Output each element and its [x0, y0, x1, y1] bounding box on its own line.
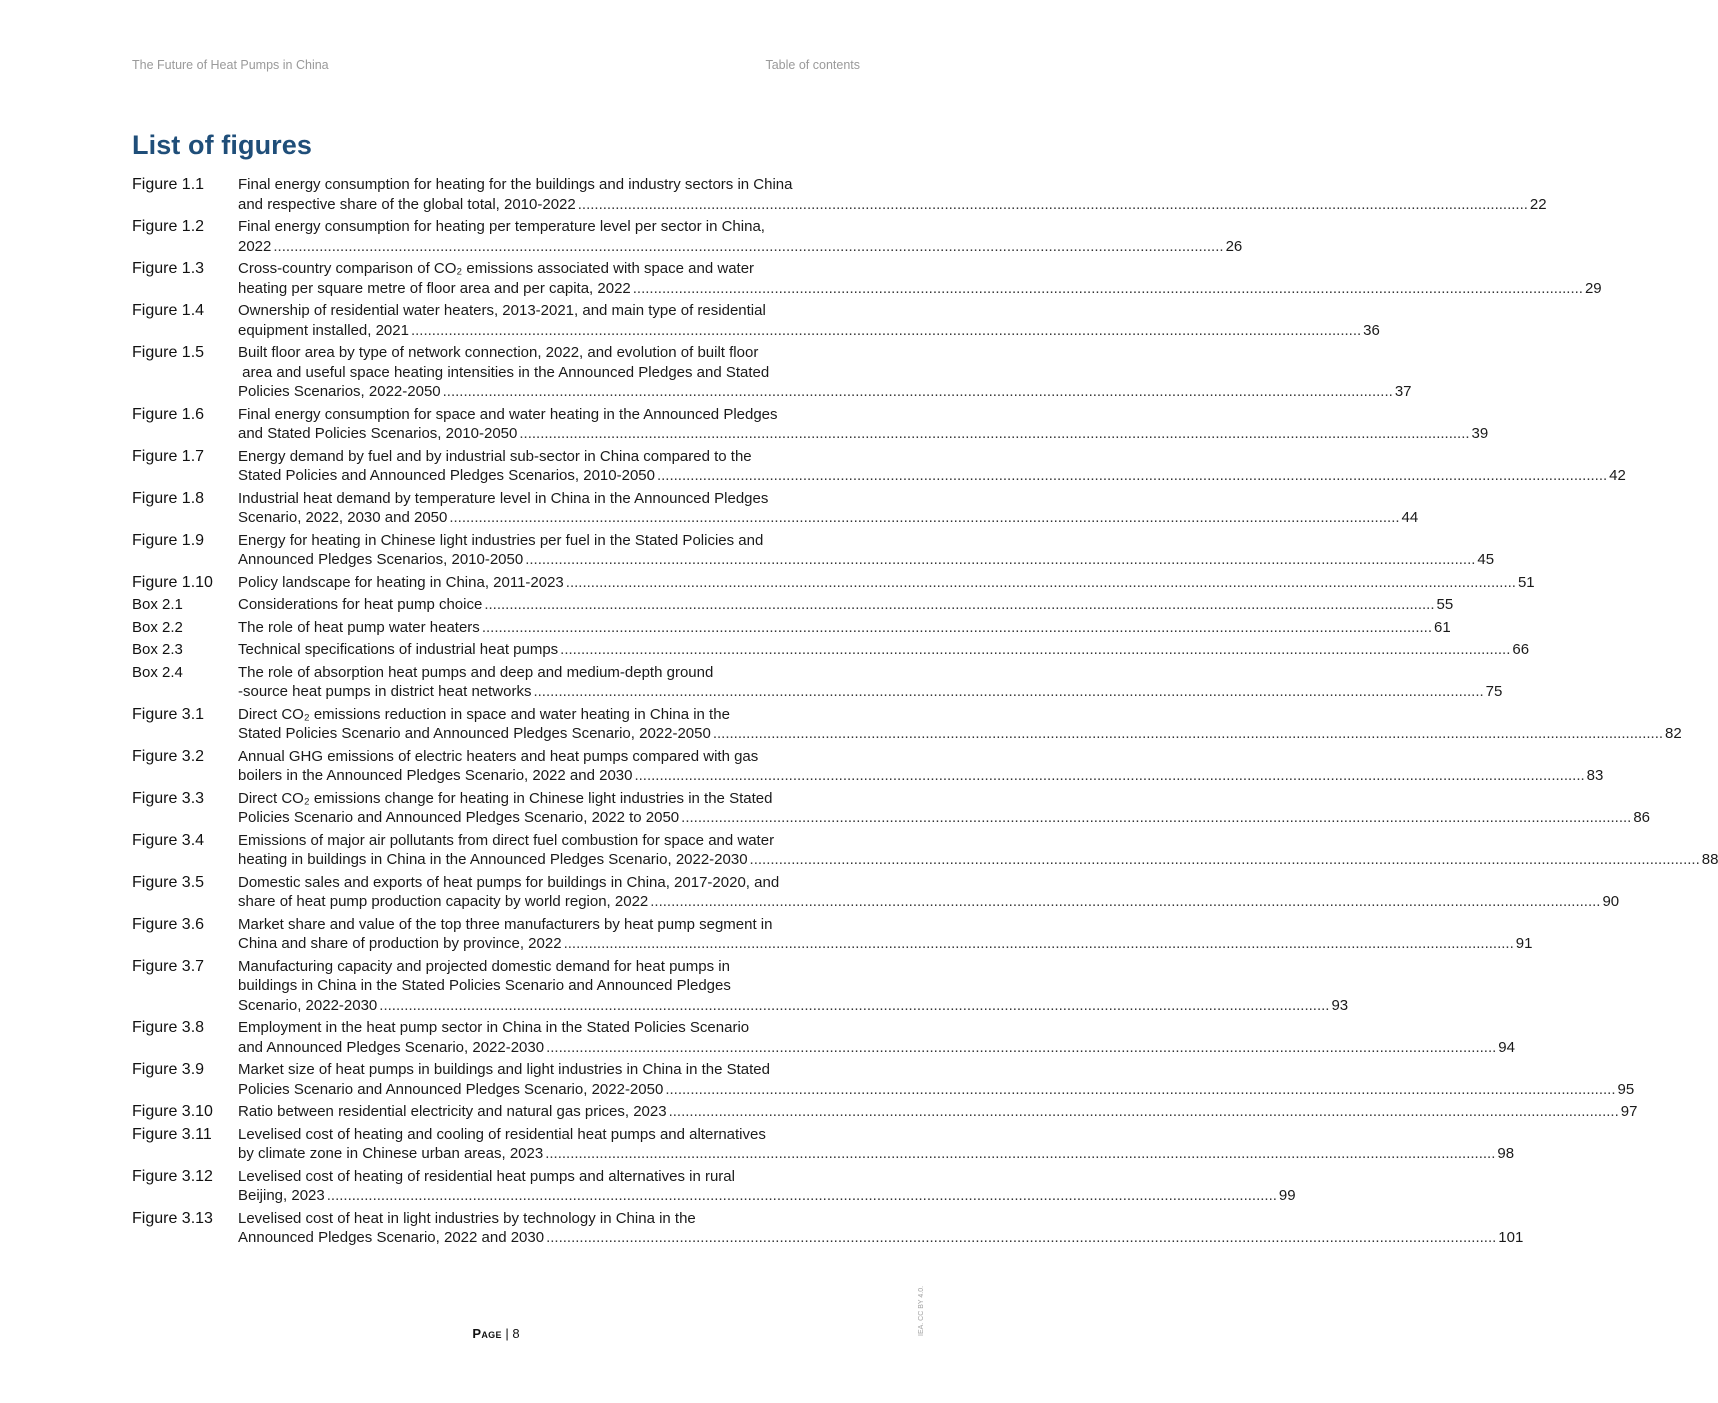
entry-page-number: 83 — [1586, 767, 1604, 784]
toc-entry[interactable] — [132, 1018, 1515, 1057]
entry-label: Figure 3.9 — [132, 1061, 205, 1078]
toc-entry[interactable] — [132, 301, 1380, 340]
entry-page-number: 98 — [1497, 1145, 1515, 1162]
entry-label: Figure 1.9 — [132, 531, 205, 549]
entry-label: Figure 1.6 — [132, 405, 205, 423]
caption-last-line: boilers in the Announced Pledges Scenario, 2022 and 2030 — [238, 767, 633, 784]
entry-caption — [238, 259, 1602, 298]
entry-caption — [238, 831, 1718, 870]
dot-leader — [519, 424, 1469, 444]
entry-label: Box 2.2 — [132, 618, 183, 636]
entry-caption — [238, 343, 1412, 402]
entry-caption — [238, 595, 1453, 615]
entry-caption — [238, 531, 1494, 570]
dot-leader — [665, 1080, 1615, 1100]
toc-entry[interactable] — [132, 873, 1620, 912]
entry-page-number: 91 — [1515, 935, 1533, 952]
license-note: IEA. CC BY 4.0. — [918, 1285, 925, 1336]
entry-label: Figure 3.12 — [132, 1167, 213, 1185]
caption-last-line: Considerations for heat pump choice — [238, 596, 483, 613]
caption-last-line: Scenario, 2022, 2030 and 2050 — [238, 509, 448, 526]
page-title: List of figures — [132, 130, 313, 160]
caption-line: Final energy consumption for space and water heating in the Announced Pledges — [238, 405, 778, 423]
entry-page-number: 61 — [1434, 618, 1451, 636]
dot-leader — [546, 1228, 1496, 1248]
caption-line: Final energy consumption for heating for the buildings and industry sectors in China — [238, 176, 793, 193]
dot-leader — [669, 1102, 1619, 1122]
caption-last-line: Policy landscape for heating in China, 2011-2023 — [238, 573, 564, 591]
entry-label: Figure 3.2 — [132, 747, 205, 765]
dot-leader — [379, 996, 1329, 1016]
entry-caption — [238, 640, 1529, 660]
running-header — [132, 58, 860, 76]
caption-last-line: The role of heat pump water heaters — [238, 618, 480, 636]
entry-label: Box 2.3 — [132, 641, 183, 658]
entry-caption — [238, 789, 1650, 828]
caption-line: Levelised cost of heating of residential heat pumps and alternatives in rural — [238, 1167, 735, 1185]
entry-label: Figure 3.3 — [132, 789, 205, 807]
dot-leader — [681, 808, 1631, 828]
entry-page-number: 95 — [1617, 1080, 1635, 1098]
toc-entry[interactable] — [132, 705, 1682, 744]
caption-line: Energy for heating in Chinese light industries per fuel in the Stated Policies and — [238, 531, 764, 549]
caption-last-line: and respective share of the global total, 2010-2022 — [238, 195, 576, 213]
caption-line: Employment in the heat pump sector in China in the Stated Policies Scenario — [238, 1019, 750, 1036]
caption-line: Levelised cost of heating and cooling of residential heat pumps and alternatives — [238, 1125, 766, 1143]
entry-caption — [238, 663, 1502, 702]
dot-leader — [482, 618, 1432, 638]
entry-caption — [238, 747, 1603, 786]
toc-entry[interactable] — [132, 489, 1419, 528]
dot-leader — [634, 766, 1584, 786]
entry-page-number: 37 — [1394, 383, 1412, 400]
caption-line: Emissions of major air pollutants from direct fuel combustion for space and water — [238, 831, 775, 849]
entry-page-number: 97 — [1620, 1103, 1638, 1120]
dot-leader — [525, 550, 1475, 570]
entry-page-number: 86 — [1633, 809, 1651, 826]
dot-leader — [566, 573, 1516, 593]
entry-label: Figure 3.1 — [132, 705, 205, 723]
entry-caption — [238, 175, 1547, 214]
toc-entry[interactable] — [132, 957, 1349, 1016]
entry-page-number: 39 — [1471, 425, 1489, 442]
dot-leader — [533, 682, 1483, 702]
entry-label: Figure 3.10 — [132, 1103, 213, 1120]
entry-caption — [238, 301, 1380, 340]
toc-entry[interactable] — [132, 1209, 1524, 1248]
entry-label: Figure 3.8 — [132, 1019, 205, 1036]
caption-line: Industrial heat demand by temperature level in China in the Announced Pledges — [238, 489, 769, 507]
entry-label: Figure 1.7 — [132, 447, 205, 465]
entry-caption — [238, 873, 1619, 912]
toc-entry[interactable] — [132, 663, 1503, 702]
toc-entry[interactable] — [132, 405, 1489, 444]
dot-leader — [633, 279, 1583, 299]
entry-page-number: 90 — [1602, 893, 1620, 910]
entry-label: Figure 1.5 — [132, 344, 205, 361]
entry-page-number: 101 — [1498, 1229, 1524, 1246]
entry-label: Figure 1.10 — [132, 573, 213, 591]
caption-line: Final energy consumption for heating per temperature level per sector in China, — [238, 218, 765, 235]
entry-label: Figure 3.7 — [132, 957, 205, 975]
entry-label: Figure 1.4 — [132, 302, 205, 319]
entry-caption — [238, 1167, 1296, 1206]
caption-line: buildings in China in the Stated Policies Scenario and Announced Pledges — [238, 977, 731, 994]
toc-entry[interactable] — [132, 343, 1412, 402]
toc-entry[interactable] — [132, 175, 1547, 214]
dot-leader — [750, 850, 1700, 870]
entry-label: Figure 3.11 — [132, 1125, 212, 1143]
caption-last-line: and Announced Pledges Scenario, 2022-2030 — [238, 1038, 545, 1056]
entry-page-number: 99 — [1278, 1187, 1296, 1204]
toc-entry[interactable] — [132, 640, 1530, 660]
caption-line: Direct CO₂ emissions change for heating in Chinese light industries in the Stated — [238, 789, 773, 807]
dot-leader — [546, 1038, 1496, 1058]
entry-page-number: 45 — [1477, 551, 1495, 568]
caption-last-line: by climate zone in Chinese urban areas, 2023 — [238, 1145, 544, 1162]
dot-leader — [578, 195, 1528, 215]
entry-page-number: 94 — [1498, 1038, 1515, 1056]
toc-entry[interactable] — [132, 831, 1718, 870]
entry-page-number: 22 — [1529, 195, 1547, 213]
caption-last-line: China and share of production by province, 2022 — [238, 935, 562, 952]
entry-label: Figure 1.8 — [132, 489, 205, 507]
entry-caption — [238, 618, 1451, 638]
toc-entry[interactable] — [132, 618, 1451, 638]
entry-page-number: 93 — [1331, 996, 1349, 1014]
caption-line: Built floor area by type of network connection, 2022, and evolution of built floor — [238, 344, 759, 361]
caption-last-line: 2022 — [238, 237, 272, 255]
entry-caption — [238, 1125, 1514, 1164]
entry-label: Figure 1.2 — [132, 218, 205, 235]
toc-entry[interactable] — [132, 595, 1454, 615]
toc-entry[interactable] — [132, 447, 1626, 486]
entry-page-number: 36 — [1363, 321, 1380, 339]
entry-caption — [238, 217, 1242, 256]
entry-caption — [238, 915, 1532, 954]
caption-line: Market share and value of the top three manufacturers by heat pump segment in — [238, 915, 773, 933]
entry-label: Box 2.4 — [132, 663, 183, 681]
caption-line: Manufacturing capacity and projected domestic demand for heat pumps in — [238, 957, 730, 975]
entry-page-number: 66 — [1512, 641, 1530, 658]
dot-leader — [545, 1144, 1495, 1164]
entry-caption — [238, 405, 1488, 444]
caption-last-line: share of heat pump production capacity by world region, 2022 — [238, 893, 649, 910]
caption-last-line: Technical specifications of industrial heat pumps — [238, 641, 559, 658]
dot-leader — [650, 892, 1600, 912]
entry-page-number: 44 — [1401, 509, 1419, 526]
caption-last-line: -source heat pumps in district heat networks — [238, 683, 532, 700]
entry-caption — [238, 705, 1682, 744]
caption-last-line: Policies Scenario and Announced Pledges Scenario, 2022 to 2050 — [238, 809, 680, 826]
page-number: 8 — [512, 1326, 520, 1341]
dot-leader — [411, 321, 1361, 341]
entry-page-number: 75 — [1485, 683, 1503, 700]
caption-last-line: heating per square metre of floor area and per capita, 2022 — [238, 279, 631, 297]
entry-caption — [238, 1209, 1523, 1248]
caption-line: Annual GHG emissions of electric heaters and heat pumps compared with gas — [238, 747, 759, 765]
toc-entry[interactable] — [132, 1125, 1515, 1164]
caption-last-line: Beijing, 2023 — [238, 1187, 325, 1204]
entry-caption — [238, 1060, 1634, 1099]
toc-entry[interactable] — [132, 217, 1243, 256]
toc-entry[interactable] — [132, 1060, 1635, 1099]
caption-line: Levelised cost of heat in light industries by technology in China in the — [238, 1209, 696, 1227]
entry-label: Figure 1.3 — [132, 260, 205, 277]
dot-leader — [443, 382, 1393, 402]
caption-last-line: Stated Policies Scenario and Announced Pledges Scenario, 2022-2050 — [238, 725, 711, 742]
caption-last-line: Stated Policies and Announced Pledges Scenarios, 2010-2050 — [238, 467, 655, 484]
caption-line: Direct CO₂ emissions reduction in space and water heating in China in the — [238, 705, 730, 723]
dot-leader — [484, 595, 1434, 615]
entry-page-number: 55 — [1436, 596, 1454, 613]
entry-caption — [238, 447, 1626, 486]
caption-line: Cross-country comparison of CO₂ emissions associated with space and water — [238, 260, 755, 277]
entry-label: Figure 3.5 — [132, 873, 205, 891]
entry-caption — [238, 573, 1535, 593]
entry-label: Figure 3.4 — [132, 831, 205, 849]
toc-entry[interactable] — [132, 531, 1495, 570]
caption-last-line: heating in buildings in China in the Announced Pledges Scenario, 2022-2030 — [238, 851, 748, 868]
caption-last-line: Announced Pledges Scenarios, 2010-2050 — [238, 551, 524, 568]
caption-last-line: and Stated Policies Scenarios, 2010-2050 — [238, 425, 518, 442]
entry-caption — [238, 1018, 1515, 1057]
caption-line: area and useful space heating intensities in the Announced Pledges and Stated — [238, 363, 770, 381]
caption-line: Ownership of residential water heaters, 2013-2021, and main type of residential — [238, 302, 766, 319]
toc-entry[interactable] — [132, 573, 1535, 593]
entry-page-number: 26 — [1225, 237, 1243, 255]
dot-leader — [560, 640, 1510, 660]
caption-last-line: equipment installed, 2021 — [238, 321, 409, 339]
caption-last-line: Policies Scenario and Announced Pledges Scenario, 2022-2050 — [238, 1080, 664, 1098]
entry-caption — [238, 489, 1418, 528]
dot-leader — [564, 934, 1514, 954]
caption-last-line: Scenario, 2022-2030 — [238, 996, 378, 1014]
toc-entry[interactable] — [132, 789, 1651, 828]
dot-leader — [273, 237, 1223, 257]
dot-leader — [657, 466, 1607, 486]
toc-entry[interactable] — [132, 1167, 1296, 1206]
toc-entry[interactable] — [132, 747, 1604, 786]
entry-page-number: 42 — [1609, 467, 1626, 484]
dot-leader — [449, 508, 1399, 528]
dot-leader — [327, 1186, 1277, 1206]
document-title: The Future of Heat Pumps in China — [132, 58, 329, 72]
toc-entry[interactable] — [132, 259, 1602, 298]
dot-leader — [713, 724, 1663, 744]
entry-caption — [238, 1102, 1637, 1122]
list-of-figures — [132, 175, 1718, 1248]
entry-label: Figure 1.1 — [132, 176, 205, 193]
caption-last-line: Policies Scenarios, 2022-2050 — [238, 383, 441, 400]
caption-line: Energy demand by fuel and by industrial sub-sector in China compared to the — [238, 447, 752, 465]
caption-line: The role of absorption heat pumps and deep and medium-depth ground — [238, 663, 714, 681]
entry-label: Figure 3.6 — [132, 915, 205, 933]
toc-entry[interactable] — [132, 915, 1533, 954]
entry-page-number: 82 — [1665, 725, 1682, 742]
entry-label: Figure 3.13 — [132, 1209, 213, 1227]
entry-page-number: 88 — [1701, 851, 1718, 868]
caption-last-line: Announced Pledges Scenario, 2022 and 2030 — [238, 1229, 545, 1246]
page-separator: | — [501, 1326, 513, 1341]
entry-caption — [238, 957, 1348, 1016]
caption-last-line: Ratio between residential electricity and natural gas prices, 2023 — [238, 1103, 667, 1120]
caption-line: Domestic sales and exports of heat pumps for buildings in China, 2017-2020, and — [238, 873, 780, 891]
page-label: Page — [472, 1326, 502, 1341]
toc-entry[interactable] — [132, 1102, 1638, 1122]
caption-line: Market size of heat pumps in buildings and light industries in China in the Stated — [238, 1061, 770, 1078]
page-footer — [0, 1326, 992, 1341]
entry-page-number: 29 — [1584, 279, 1602, 297]
entry-label: Box 2.1 — [132, 596, 183, 613]
entry-page-number: 51 — [1517, 573, 1535, 591]
section-name: Table of contents — [765, 58, 860, 72]
